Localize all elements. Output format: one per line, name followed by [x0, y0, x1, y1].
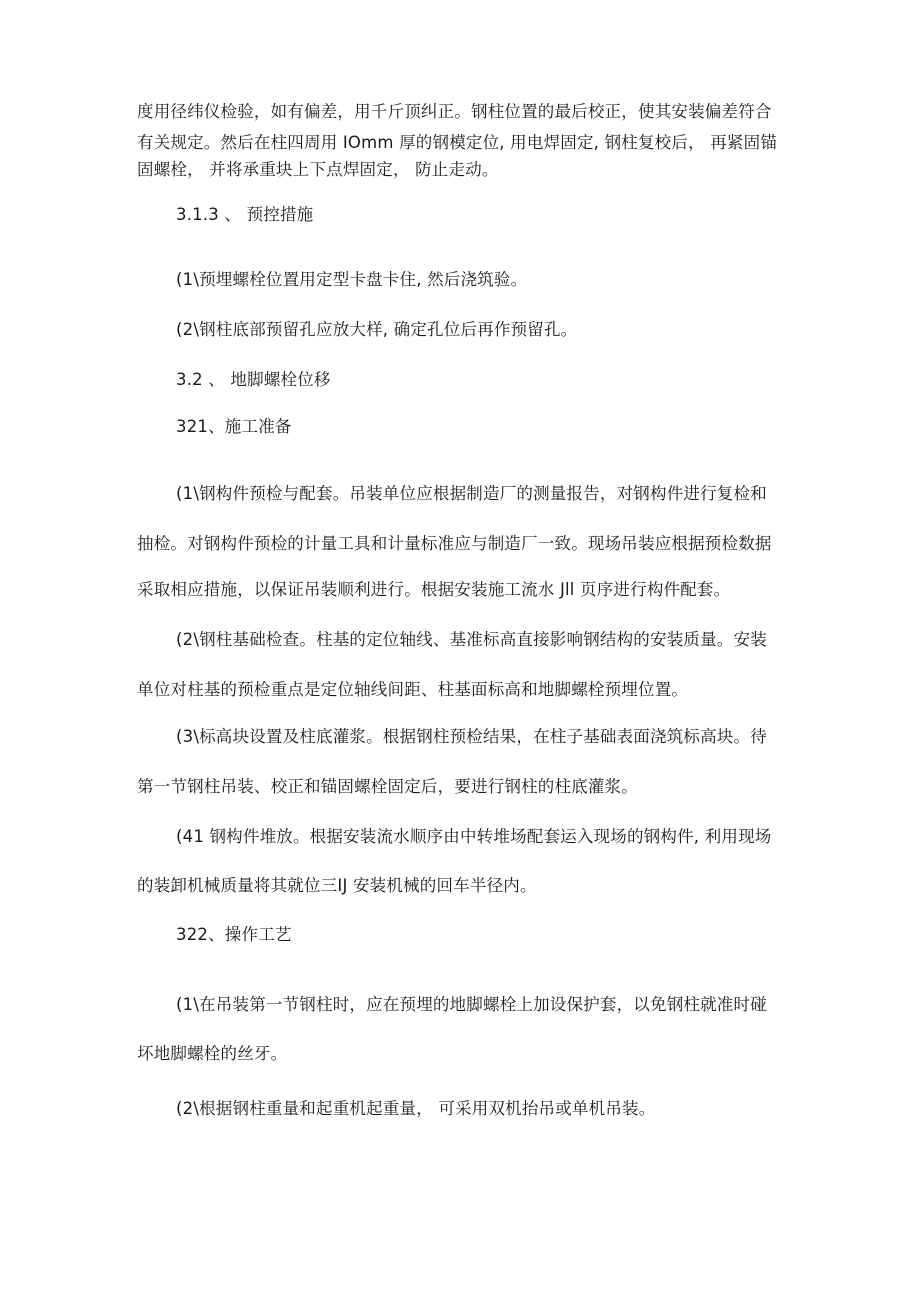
list-item: (1\预埋螺栓位置用定型卡盘卡住, 然后浇筑验。: [176, 270, 528, 289]
paragraph-line: 单位对柱基的预检重点是定位轴线间距、柱基面标高和地脚螺栓预埋位置。: [137, 680, 689, 699]
paragraph-line: 的装卸机械质量将其就位三IJ 安装机械的回车半径内。: [137, 876, 537, 895]
paragraph-line: 采取相应措施，以保证吊装顺利进行。根据安装施工流水 Jll 页序进行构件配套。: [137, 580, 731, 599]
list-item: (2\根据钢柱重量和起重机起重量， 可采用双机抬吊或单机吊装。: [176, 1099, 656, 1118]
list-item: (1\在吊装第一节钢柱时，应在预埋的地脚螺栓上加设保护套，以免钢柱就准时碰: [176, 995, 767, 1014]
section-heading-3-1-3: 3.1.3 、 预控措施: [176, 205, 314, 224]
list-item: (41 钢构件堆放。根据安装流水顺序由中转堆场配套运入现场的钢构件, 利用现场: [176, 827, 772, 846]
section-heading-321: 321、施工准备: [176, 417, 292, 436]
paragraph-line: 度用径纬仪检验，如有偏差，用千斤顶纠正。钢柱位置的最后校正，使其安装偏差符合: [137, 102, 772, 121]
list-item: (3\标高块设置及柱底灌浆。根据钢柱预检结果，在柱子基础表面浇筑标高块。待: [176, 727, 767, 746]
list-item: (1\钢构件预检与配套。吊装单位应根据制造厂的测量报告，对钢构件进行复检和: [176, 484, 767, 503]
paragraph-line: 固螺栓， 并将承重块上下点焊固定， 防止走动。: [137, 160, 499, 179]
list-item: (2\钢柱底部预留孔应放大样, 确定孔位后再作预留孔。: [176, 320, 578, 339]
paragraph-line: 抽检。对钢构件预检的计量工具和计量标准应与制造厂一致。现场吊装应根据预检数据: [137, 534, 772, 553]
section-heading-3-2: 3.2 、 地脚螺栓位移: [176, 370, 331, 389]
list-item: (2\钢柱基础检查。柱基的定位轴线、基准标高直接影响钢结构的安装质量。安装: [176, 630, 767, 649]
paragraph-line: 有关规定。然后在柱四周用 IOmm 厚的钢模定位, 用电焊固定, 钢柱复校后， 再紧固锚: [137, 133, 778, 152]
paragraph-line: 坏地脚螺栓的丝牙。: [137, 1044, 288, 1063]
paragraph-line: 第一节钢柱吊装、校正和锚固螺栓固定后，要进行钢柱的柱底灌浆。: [137, 777, 638, 796]
section-heading-322: 322、操作工艺: [176, 925, 292, 944]
